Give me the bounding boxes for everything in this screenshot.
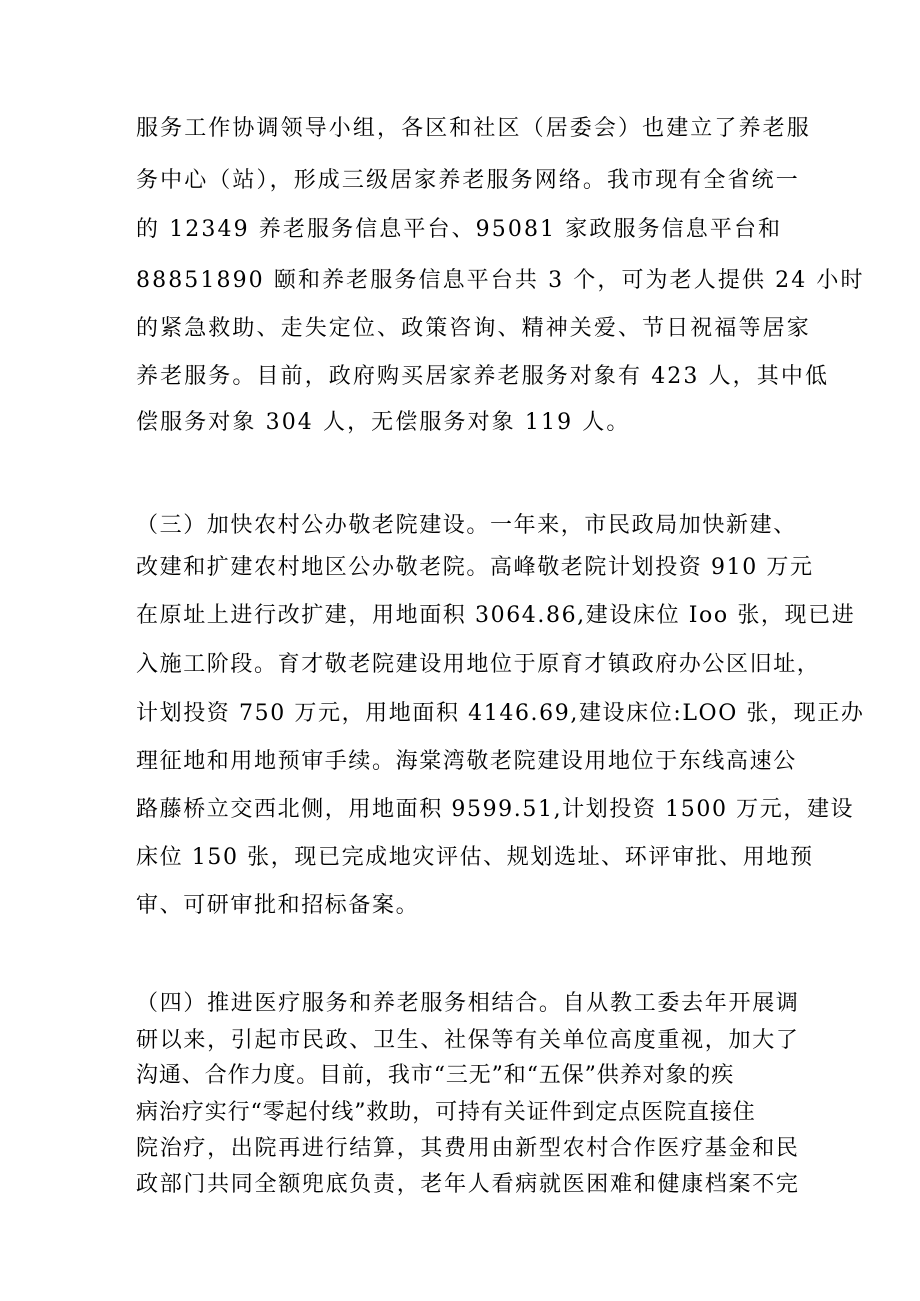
text-line: 的紧急救助、走失定位、政策咨询、精神关爱、节日祝福等居家 bbox=[136, 316, 811, 341]
text-line: 养老服务。目前，政府购买居家养老服务对象有 423 人，其中低 bbox=[136, 364, 830, 389]
text-line: 计划投资 750 万元，用地面积 4146.69,建设床位:LOO 张，现正办 bbox=[136, 701, 865, 726]
text-line: 政部门共同全额兜底负责，老年人看病就医困难和健康档案不完 bbox=[136, 1172, 800, 1197]
text-line: 院治疗，出院再进行结算，其费用由新型农村合作医疗基金和民 bbox=[136, 1136, 800, 1161]
text-line: 88851890 颐和养老服务信息平台共 3 个，可为老人提供 24 小时 bbox=[136, 268, 865, 293]
text-line: 研以来，引起市民政、卫生、社保等有关单位高度重视，加大了 bbox=[136, 1028, 800, 1053]
text-line: 床位 150 张，现已完成地灾评估、规划选址、环评审批、用地预 bbox=[136, 845, 814, 870]
text-line: 病治疗实行“零起付线”救助，可持有关证件到定点医院直接住 bbox=[136, 1100, 756, 1125]
text-line: 改建和扩建农村地区公办敬老院。高峰敬老院计划投资 910 万元 bbox=[136, 555, 814, 580]
text-line: 入施工阶段。育才敬老院建设用地位于原育才镇政府办公区旧址， bbox=[136, 652, 821, 677]
text-line: 的 12349 养老服务信息平台、95081 家政服务信息平台和 bbox=[136, 217, 783, 242]
text-line: 偿服务对象 304 人，无偿服务对象 119 人。 bbox=[136, 410, 631, 435]
text-line: （三）加快农村公办敬老院建设。一年来，市民政局加快新建、 bbox=[136, 513, 797, 538]
text-line: （四）推进医疗服务和养老服务相结合。自从教工委去年开展调 bbox=[136, 991, 800, 1016]
text-line: 服务工作协调领导小组，各区和社区（居委会）也建立了养老服 bbox=[136, 116, 811, 141]
text-line: 审、可研审批和招标备案。 bbox=[136, 893, 420, 918]
text-line: 沟通、合作力度。目前，我市“三无”和“五保”供养对象的疾 bbox=[136, 1063, 735, 1088]
text-line: 在原址上进行改扩建，用地面积 3064.86,建设床位 Ioo 张，现已进 bbox=[136, 603, 856, 628]
text-line: 务中心（站），形成三级居家养老服务网络。我市现有全省统一 bbox=[136, 168, 800, 193]
text-line: 理征地和用地预审手续。海棠湾敬老院建设用地位于东线高速公 bbox=[136, 749, 797, 774]
text-line: 路藤桥立交西北侧，用地面积 9599.51,计划投资 1500 万元，建设 bbox=[136, 797, 855, 822]
